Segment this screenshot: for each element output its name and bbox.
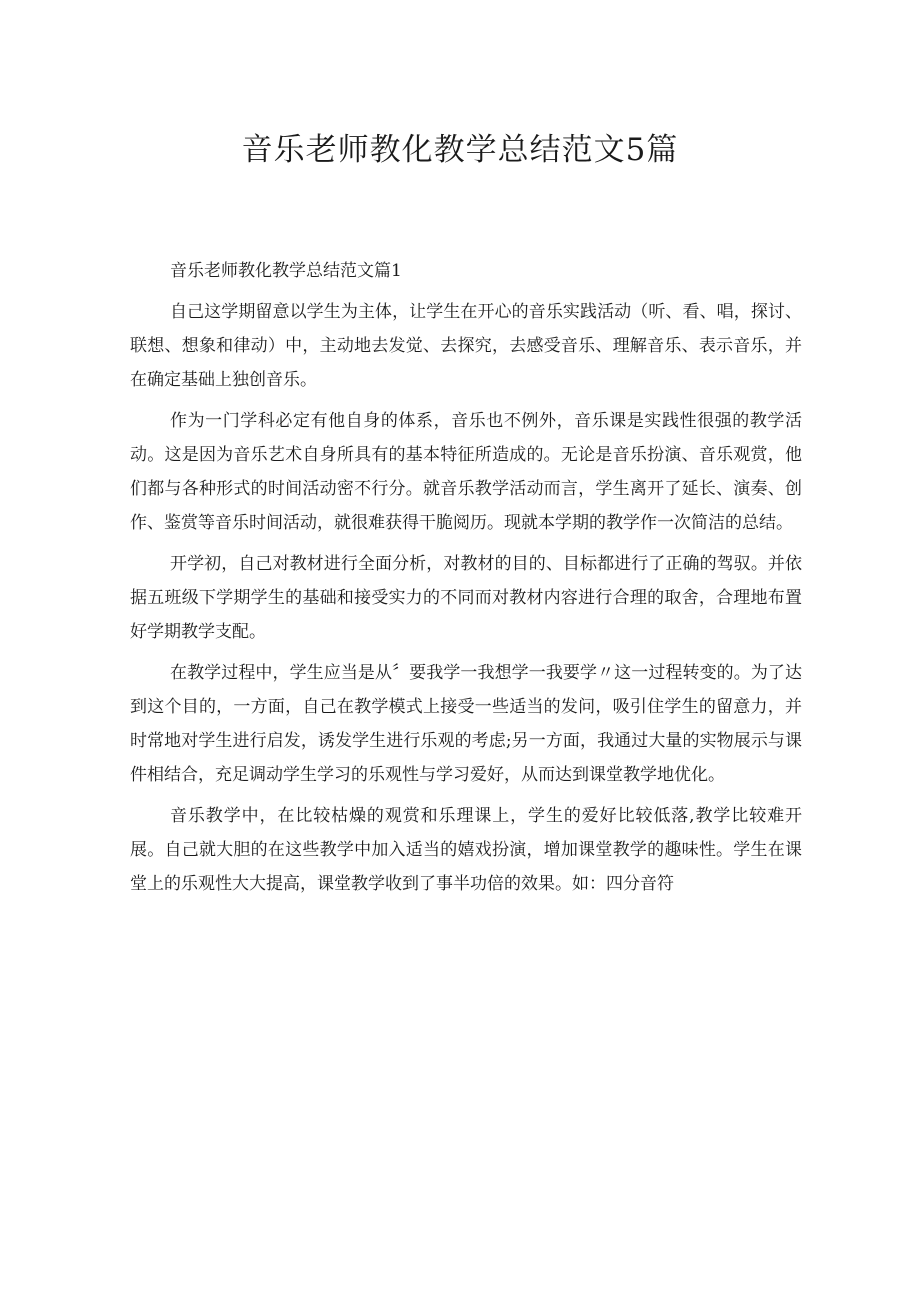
paragraph-2: 作为一门学科必定有他自身的体系，音乐也不例外，音乐课是实践性很强的教学活动。这是因为音乐艺术自身所具有的基本特征所造成的。无论是音乐扮演、音乐观赏，他们都与各种形式的时间活动密不行分。就音乐教学活动而言，学生离开了延长、演奏、创作、鉴赏等音乐时间活动，就很难获得干脆阅历。现就本学期的教学作一次简洁的总结。 (130, 411, 802, 533)
paragraph-1: 自己这学期留意以学生为主体，让学生在开心的音乐实践活动（听、看、唱，探讨、联想、想象和律动）中，主动地去发觉、去探究，去感受音乐、理解音乐、表示音乐，并在确定基础上独创音乐。 (130, 302, 802, 390)
paragraph-4: 在教学过程中，学生应当是从〞要我学一我想学一我要学〃这一过程转变的。为了达到这个目的，一方面，自己在教学模式上接受一些适当的发问，吸引住学生的留意力，并时常地对学生进行启发，诱发学生进行乐观的考虑;另一方面，我通过大量的实物展示与课件相结合，充足调动学生学习的乐观性与学习爱好，从而达到课堂教学地优化。 (130, 663, 802, 785)
document-title: 音乐老师教化教学总结范文5篇 (241, 132, 679, 168)
paragraph-3: 开学初，自己对教材进行全面分析，对教材的目的、目标都进行了正确的驾驭。并依据五班级下学期学生的基础和接受实力的不同而对教材内容进行合理的取舍，合理地布置好学期教学支配。 (130, 554, 802, 642)
paragraph-5: 音乐教学中，在比较枯燥的观赏和乐理课上，学生的爱好比较低落,教学比较难开展。自己就大胆的在这些教学中加入适当的嬉戏扮演，增加课堂教学的趣味性。学生在课堂上的乐观性大大提高，课堂教学收到了事半功倍的效果。如：四分音符 (130, 806, 802, 894)
document-body (130, 254, 802, 908)
section-heading: 音乐老师教化教学总结范文篇1 (170, 261, 402, 281)
